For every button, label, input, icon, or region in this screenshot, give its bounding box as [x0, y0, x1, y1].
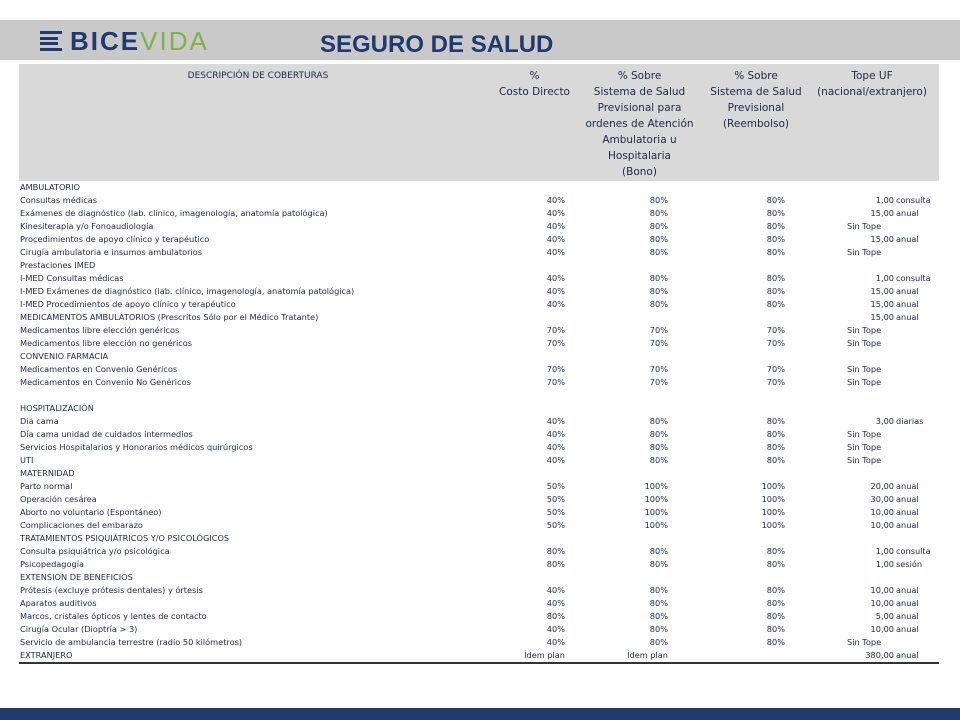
- cell-costo-directo: 70%: [546, 364, 565, 374]
- cell-bono: 80%: [649, 221, 668, 231]
- header-line: %: [529, 70, 540, 82]
- cell-tope-unit: anual: [896, 312, 919, 322]
- table-row: [19, 389, 939, 402]
- cell-reembolso: 80%: [766, 247, 785, 257]
- cell-bono: 70%: [649, 364, 668, 374]
- cell-tope-uf: Sin Tope: [847, 338, 882, 348]
- cell-tope-unit: anual: [896, 234, 919, 244]
- row-description: Prótesis (excluye prótesis dentales) y órtesis: [20, 585, 203, 595]
- cell-tope-unit: anual: [896, 286, 919, 296]
- table-row: [19, 519, 939, 532]
- cell-reembolso: 80%: [766, 234, 785, 244]
- cell-tope-unit: anual: [896, 520, 919, 530]
- table-row: [19, 467, 939, 480]
- cell-reembolso: 80%: [766, 559, 785, 569]
- cell-costo-directo: 40%: [546, 299, 565, 309]
- cell-costo-directo: 70%: [546, 338, 565, 348]
- table-row: [19, 233, 939, 246]
- cell-tope-uf: 1,00: [875, 273, 894, 283]
- cell-tope-uf: Sin Tope: [847, 247, 882, 257]
- table-row: [19, 493, 939, 506]
- header-line: % Sobre: [617, 70, 662, 82]
- table-row: [19, 584, 939, 597]
- row-description: Complicaciones del embarazo: [20, 520, 143, 530]
- cell-bono: 80%: [649, 299, 668, 309]
- cell-tope-unit: anual: [896, 507, 919, 517]
- table-row: [19, 636, 939, 649]
- coverage-table: [19, 64, 939, 664]
- cell-tope-unit: anual: [896, 611, 919, 621]
- header-line: % Sobre: [734, 70, 778, 82]
- row-description: Cirugía Ocular (Dioptría > 3): [20, 624, 138, 634]
- row-description: Medicamentos libre elección no genéricos: [20, 338, 193, 348]
- cell-tope-unit: consulta: [896, 546, 931, 556]
- table-row: [19, 571, 939, 584]
- table-header: [19, 64, 939, 181]
- table-row: [19, 259, 939, 272]
- cell-reembolso: 80%: [766, 416, 785, 426]
- cell-tope-uf: Sin Tope: [847, 377, 882, 387]
- cell-reembolso: 80%: [766, 637, 785, 647]
- cell-tope-uf: Sin Tope: [847, 455, 882, 465]
- cell-tope-uf: 15,00: [870, 208, 894, 218]
- cell-reembolso: 80%: [766, 585, 785, 595]
- header-line: Ambulatoria u: [602, 134, 677, 146]
- row-description: Aborto no voluntario (Espontáneo): [20, 507, 162, 517]
- cell-bono: 80%: [649, 598, 668, 608]
- cell-reembolso: 100%: [761, 520, 785, 530]
- row-description: Día cama: [20, 416, 59, 426]
- cell-costo-directo: 40%: [546, 585, 565, 595]
- page-title: SEGURO DE SALUD: [320, 31, 554, 58]
- header-description: DESCRIPCIÓN DE COBERTURAS: [187, 71, 329, 81]
- table-row: [19, 376, 939, 389]
- cell-tope-uf: Sin Tope: [847, 364, 882, 374]
- table-row: [19, 610, 939, 623]
- cell-tope-uf: 10,00: [870, 507, 894, 517]
- row-description: I-MED Procedimientos de apoyo clínico y terapéutico: [20, 299, 236, 309]
- row-description: HOSPITALIZACIÓN: [20, 403, 94, 413]
- cell-costo-directo: 40%: [546, 247, 565, 257]
- cell-bono: 80%: [649, 585, 668, 595]
- row-description: I-MED Exámenes de diagnóstico (lab. clínico, imagenología, anatomía patológica): [20, 286, 355, 296]
- row-description: MATERNIDAD: [20, 468, 75, 478]
- cell-tope-uf: 15,00: [870, 312, 894, 322]
- row-description: Medicamentos en Convenio Genéricos: [20, 364, 178, 374]
- cell-bono: 80%: [649, 546, 668, 556]
- row-description: Aparatos auditivos: [20, 598, 97, 608]
- cell-bono: 80%: [649, 234, 668, 244]
- header-line: Previsional: [727, 102, 785, 114]
- cell-tope-unit: sesión: [896, 559, 923, 569]
- cell-costo-directo: 80%: [546, 611, 565, 621]
- cell-bono: 80%: [649, 273, 668, 283]
- table-row: [19, 220, 939, 233]
- table-row: [19, 194, 939, 207]
- cell-reembolso: 100%: [761, 494, 785, 504]
- cell-tope-unit: diarias: [896, 416, 924, 426]
- row-description: Kinesiterapia y/o Fonoaudiología: [20, 221, 154, 231]
- row-description: EXTENSION DE BENEFICIOS: [20, 572, 133, 582]
- cell-bono: 100%: [644, 507, 668, 517]
- table-row: [19, 363, 939, 376]
- table-row: [19, 454, 939, 467]
- row-description: Servicio de ambulancia terrestre (radio 50 kilómetros): [20, 637, 243, 647]
- cell-reembolso: 80%: [766, 221, 785, 231]
- table-row: [19, 545, 939, 558]
- cell-bono: 100%: [644, 494, 668, 504]
- cell-bono: 80%: [649, 611, 668, 621]
- cell-tope-uf: 1,00: [875, 195, 894, 205]
- logo-text-vida: VIDA: [140, 25, 209, 56]
- row-description: Servicios Hospitalarios y Honorarios médicos quirúrgicos: [20, 442, 253, 452]
- row-description: Operación cesárea: [20, 494, 97, 504]
- cell-costo-directo: 50%: [546, 494, 565, 504]
- cell-costo-directo: 40%: [546, 637, 565, 647]
- table-row: [19, 428, 939, 441]
- cell-reembolso: 70%: [766, 338, 785, 348]
- cell-bono: 80%: [649, 416, 668, 426]
- cell-reembolso: 80%: [766, 429, 785, 439]
- row-description: Consulta psiquiátrica y/o psicológica: [20, 546, 170, 556]
- row-description: MEDICAMENTOS AMBULATORIOS (Prescritos Sólo por el Médico Tratante): [20, 312, 319, 322]
- cell-reembolso: 80%: [766, 611, 785, 621]
- row-description: Exámenes de diagnóstico (lab. clínico, imagenología, anatomía patológica): [20, 208, 328, 218]
- logo-lines-icon: [40, 31, 62, 51]
- row-description: Prestaciones IMED: [20, 260, 96, 270]
- cell-costo-directo: 40%: [546, 598, 565, 608]
- cell-costo-directo: Ídem plan: [524, 650, 565, 660]
- cell-reembolso: 100%: [761, 481, 785, 491]
- cell-tope-uf: Sin Tope: [847, 429, 882, 439]
- cell-tope-unit: anual: [896, 208, 919, 218]
- cell-tope-uf: Sin Tope: [847, 442, 882, 452]
- header-line: Sistema de Salud: [593, 86, 686, 98]
- cell-tope-uf: Sin Tope: [847, 221, 882, 231]
- header-line: (Bono): [622, 166, 657, 178]
- cell-bono: 80%: [649, 195, 668, 205]
- bicevida-logo: [40, 26, 209, 56]
- cell-bono: 70%: [649, 338, 668, 348]
- cell-tope-uf: 20,00: [870, 481, 894, 491]
- cell-reembolso: 80%: [766, 546, 785, 556]
- row-description: TRATAMIENTOS PSIQUIÁTRICOS Y/O PSICOLÓGICOS: [20, 533, 230, 543]
- table-row: [19, 649, 939, 662]
- table-row: [19, 324, 939, 337]
- row-description: Medicamentos libre elección genéricos: [20, 325, 180, 335]
- header-line: Sistema de Salud: [710, 86, 802, 98]
- table-row: [19, 298, 939, 311]
- cell-costo-directo: 80%: [546, 546, 565, 556]
- header-line: (nacional/extranjero): [817, 86, 927, 98]
- row-description: Día cama unidad de cuidados intermedios: [20, 429, 193, 439]
- cell-tope-uf: 15,00: [870, 286, 894, 296]
- cell-costo-directo: 50%: [546, 507, 565, 517]
- table-row: [19, 441, 939, 454]
- cell-tope-uf: 15,00: [870, 234, 894, 244]
- cell-tope-unit: consulta: [896, 273, 931, 283]
- footer-bar: [0, 708, 960, 720]
- row-description: Parto normal: [20, 481, 73, 491]
- header-costo-directo: [497, 68, 572, 100]
- header-reembolso: [707, 68, 805, 132]
- table-row: [19, 285, 939, 298]
- cell-tope-unit: anual: [896, 481, 919, 491]
- cell-tope-uf: 1,00: [875, 559, 894, 569]
- row-description: I-MED Consultas médicas: [20, 273, 124, 283]
- cell-reembolso: 80%: [766, 455, 785, 465]
- table-row: [19, 506, 939, 519]
- row-description: Psicopedagogía: [20, 559, 84, 569]
- table-row: [19, 207, 939, 220]
- cell-costo-directo: 40%: [546, 195, 565, 205]
- table-row: [19, 246, 939, 259]
- cell-reembolso: 80%: [766, 624, 785, 634]
- cell-bono: 70%: [649, 377, 668, 387]
- row-description: Consultas médicas: [20, 195, 98, 205]
- cell-reembolso: 80%: [766, 273, 785, 283]
- cell-costo-directo: 40%: [546, 429, 565, 439]
- header-line: Costo Directo: [499, 86, 570, 98]
- header-tope-uf: [805, 68, 939, 100]
- row-description: Medicamentos en Convenio No Genéricos: [20, 377, 191, 387]
- cell-costo-directo: 40%: [546, 624, 565, 634]
- cell-costo-directo: 50%: [546, 520, 565, 530]
- cell-reembolso: 70%: [766, 364, 785, 374]
- table-row: [19, 402, 939, 415]
- cell-costo-directo: 40%: [546, 416, 565, 426]
- cell-costo-directo: 40%: [546, 455, 565, 465]
- cell-bono: 80%: [649, 559, 668, 569]
- cell-bono: 80%: [649, 208, 668, 218]
- header-bono: [572, 68, 707, 180]
- cell-reembolso: 80%: [766, 598, 785, 608]
- cell-bono: 70%: [649, 325, 668, 335]
- table-row: [19, 415, 939, 428]
- cell-costo-directo: 40%: [546, 286, 565, 296]
- cell-bono: 80%: [649, 429, 668, 439]
- cell-tope-unit: anual: [896, 598, 919, 608]
- table-row: [19, 311, 939, 324]
- cell-tope-unit: anual: [896, 299, 919, 309]
- cell-costo-directo: 40%: [546, 234, 565, 244]
- table-row: [19, 350, 939, 363]
- cell-reembolso: 70%: [766, 377, 785, 387]
- cell-costo-directo: 70%: [546, 377, 565, 387]
- header-line: Tope UF: [851, 70, 893, 82]
- table-row: [19, 532, 939, 545]
- table-row: [19, 272, 939, 285]
- cell-tope-unit: anual: [896, 494, 919, 504]
- cell-bono: 80%: [649, 442, 668, 452]
- row-description: Cirugía ambulatoria e insumos ambulatorios: [20, 247, 203, 257]
- logo-text-bice: BICE: [70, 25, 141, 56]
- cell-tope-unit: anual: [896, 650, 919, 660]
- cell-tope-uf: 380,00: [865, 650, 894, 660]
- cell-tope-unit: consulta: [896, 195, 931, 205]
- table-row: [19, 480, 939, 493]
- cell-tope-uf: 10,00: [870, 585, 894, 595]
- table-row: [19, 558, 939, 571]
- cell-reembolso: 80%: [766, 286, 785, 296]
- cell-reembolso: 70%: [766, 325, 785, 335]
- cell-tope-uf: Sin Tope: [847, 637, 882, 647]
- cell-tope-uf: 30,00: [870, 494, 894, 504]
- row-description: AMBULATORIO: [20, 182, 80, 192]
- cell-tope-uf: 1,00: [875, 546, 894, 556]
- cell-costo-directo: 40%: [546, 221, 565, 231]
- row-description: EXTRANJERO: [20, 650, 73, 660]
- cell-tope-uf: 15,00: [870, 299, 894, 309]
- cell-tope-uf: 5,00: [875, 611, 894, 621]
- cell-costo-directo: 40%: [546, 442, 565, 452]
- cell-bono: 80%: [649, 637, 668, 647]
- cell-bono: 80%: [649, 247, 668, 257]
- cell-costo-directo: 80%: [546, 559, 565, 569]
- cell-bono: 80%: [649, 455, 668, 465]
- row-description: Procedimientos de apoyo clínico y terapéutico: [20, 234, 210, 244]
- row-description: UTI: [20, 455, 34, 465]
- cell-bono: 100%: [644, 481, 668, 491]
- cell-reembolso: 80%: [766, 195, 785, 205]
- cell-reembolso: 80%: [766, 208, 785, 218]
- cell-tope-uf: 10,00: [870, 520, 894, 530]
- table-row: [19, 181, 939, 194]
- table-body: [19, 181, 939, 664]
- cell-costo-directo: 40%: [546, 208, 565, 218]
- cell-costo-directo: 50%: [546, 481, 565, 491]
- header-line: ordenes de Atención: [585, 118, 694, 130]
- cell-tope-uf: 10,00: [870, 624, 894, 634]
- header-line: (Reembolso): [722, 118, 790, 130]
- row-description: CONVENIO FARMACIA: [20, 351, 109, 361]
- cell-tope-uf: Sin Tope: [847, 325, 882, 335]
- header-line: Hospitalaria: [608, 150, 671, 162]
- cell-bono: 100%: [644, 520, 668, 530]
- cell-bono: Ídem plan: [627, 650, 668, 660]
- cell-tope-uf: 10,00: [870, 598, 894, 608]
- header-line: Previsional para: [597, 102, 682, 114]
- cell-bono: 80%: [649, 286, 668, 296]
- cell-tope-uf: 3,00: [875, 416, 894, 426]
- table-row: [19, 597, 939, 610]
- cell-reembolso: 100%: [761, 507, 785, 517]
- cell-tope-unit: anual: [896, 624, 919, 634]
- cell-tope-unit: anual: [896, 585, 919, 595]
- cell-reembolso: 80%: [766, 442, 785, 452]
- table-row: [19, 337, 939, 350]
- cell-bono: 80%: [649, 624, 668, 634]
- cell-costo-directo: 40%: [546, 273, 565, 283]
- table-row: [19, 623, 939, 636]
- cell-reembolso: 80%: [766, 299, 785, 309]
- cell-costo-directo: 70%: [546, 325, 565, 335]
- row-description: Marcos, cristales ópticos y lentes de contacto: [20, 611, 207, 621]
